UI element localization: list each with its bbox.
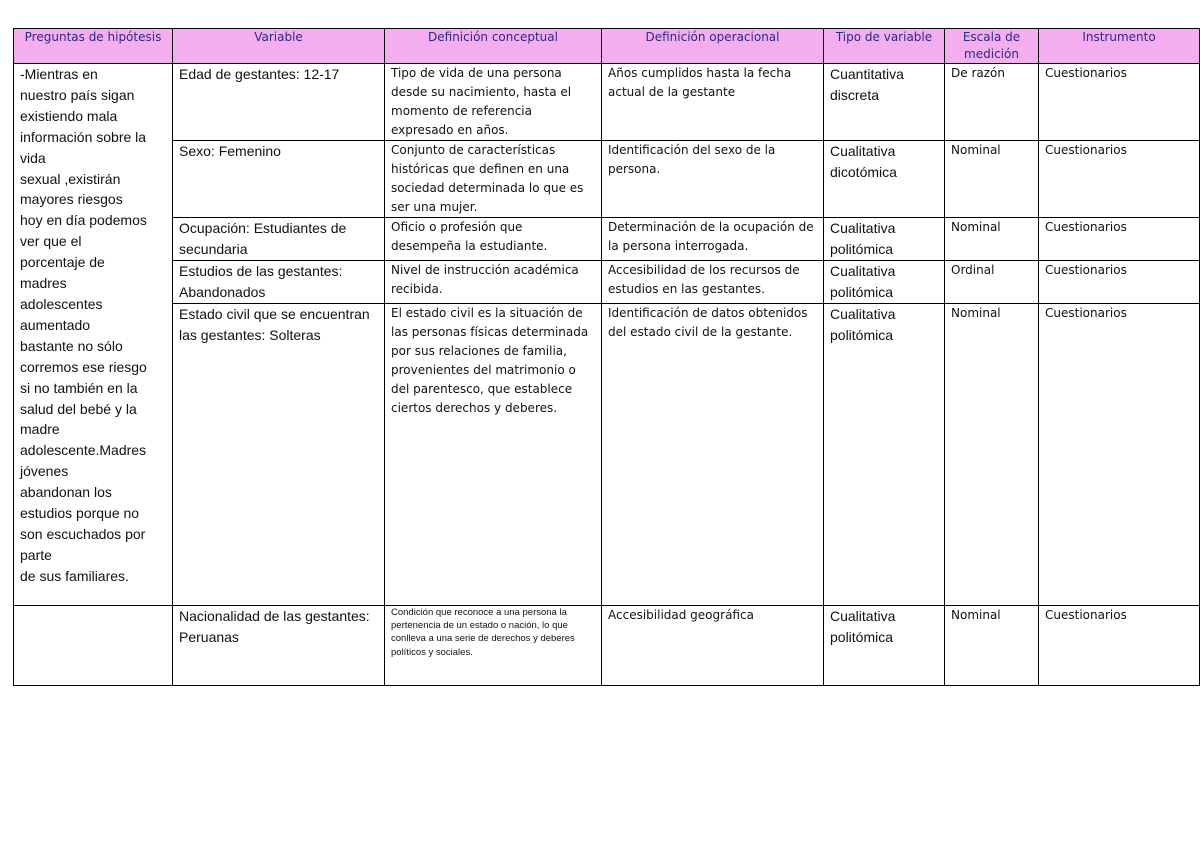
measurement-scale-cell: Nominal — [945, 218, 1039, 261]
header-variable: Variable — [173, 29, 385, 64]
variable-cell: Estudios de las gestantes: Abandonados — [173, 261, 385, 304]
header-row — [14, 29, 1200, 64]
hypothesis-line: jóvenes — [20, 463, 69, 480]
table-row — [14, 304, 1200, 606]
hypothesis-line: de sus familiares. — [20, 567, 129, 584]
variable-cell: Sexo: Femenino — [173, 141, 385, 218]
hypothesis-line: -Mientras en — [20, 66, 98, 82]
header-conceptual-definition: Definición conceptual — [385, 29, 602, 64]
variable-cell: Ocupación: Estudiantes de secundaria — [173, 218, 385, 261]
hypothesis-line: existiendo mala — [20, 107, 118, 124]
variable-type-cell: Cualitativa politómica — [824, 606, 945, 686]
hypothesis-line: porcentaje de — [20, 254, 105, 271]
hypothesis-line: salud del bebé y la — [20, 400, 137, 417]
hypothesis-line: nuestro país sigan — [20, 86, 135, 103]
operational-definition-cell: Determinación de la ocupación de la persona interrogada. — [602, 218, 824, 261]
hypothesis-line: madre — [20, 421, 60, 438]
variable-type-cell: Cualitativa politómica — [824, 218, 945, 261]
conceptual-definition-cell: Nivel de instrucción académica recibida. — [385, 261, 602, 304]
instrument-cell: Cuestionarios — [1039, 261, 1200, 304]
hypothesis-line: sexual ,existirán — [20, 170, 121, 187]
operational-definition-cell: Accesibilidad de los recursos de estudios en las gestantes. — [602, 261, 824, 304]
instrument-cell: Cuestionarios — [1039, 606, 1200, 686]
hypothesis-line: madres — [20, 275, 67, 292]
conceptual-definition-cell: El estado civil es la situación de las personas físicas determinada por sus relaciones de familia, provenientes del matrimonio o del parentesco, que establece ciertos derechos y deberes. — [385, 304, 602, 606]
measurement-scale-cell: Nominal — [945, 304, 1039, 606]
table-row — [14, 261, 1200, 304]
measurement-scale-cell: De razón — [945, 64, 1039, 141]
hypothesis-line: parte — [20, 546, 52, 563]
instrument-cell: Cuestionarios — [1039, 141, 1200, 218]
table-row — [14, 606, 1200, 686]
instrument-cell: Cuestionarios — [1039, 304, 1200, 606]
table-row — [14, 141, 1200, 218]
header-operational-definition: Definición operacional — [602, 29, 824, 64]
conceptual-definition-cell: Oficio o profesión que desempeña la estudiante. — [385, 218, 602, 261]
variable-cell: Edad de gestantes: 12-17 — [173, 64, 385, 141]
header-hypothesis: Preguntas de hipótesis — [14, 29, 173, 64]
operational-definition-cell: Accesibilidad geográfica — [602, 606, 824, 686]
hypothesis-line: aumentado — [20, 316, 91, 333]
hypothesis-line: abandonan los — [20, 484, 112, 501]
hypothesis-line: si no también en la — [20, 379, 138, 396]
hypothesis-line: bastante no sólo — [20, 337, 123, 354]
conceptual-definition-cell: Condición que reconoce a una persona la pertenencia de un estado o nación, lo que conlleva a una serie de derechos y deberes políticos y sociales. — [385, 606, 602, 686]
operational-definition-cell: Identificación del sexo de la persona. — [602, 141, 824, 218]
variable-type-cell: Cuantitativa discreta — [824, 64, 945, 141]
operationalization-table — [13, 28, 1200, 686]
measurement-scale-cell: Nominal — [945, 606, 1039, 686]
variable-type-cell: Cualitativa dicotómica — [824, 141, 945, 218]
hypothesis-line: vida — [20, 149, 46, 166]
instrument-cell: Cuestionarios — [1039, 218, 1200, 261]
operational-definition-cell: Identificación de datos obtenidos del estado civil de la gestante. — [602, 304, 824, 606]
hypothesis-line: corremos ese riesgo — [20, 358, 147, 375]
hypothesis-line: información sobre la — [20, 128, 147, 145]
header-measurement-scale: Escala de medición — [945, 29, 1039, 64]
operational-definition-cell: Años cumplidos hasta la fecha actual de la gestante — [602, 64, 824, 141]
measurement-scale-cell: Ordinal — [945, 261, 1039, 304]
table-row — [14, 218, 1200, 261]
header-variable-type: Tipo de variable — [824, 29, 945, 64]
variable-cell: Estado civil que se encuentran las gestantes: Solteras — [173, 304, 385, 606]
measurement-scale-cell: Nominal — [945, 141, 1039, 218]
hypothesis-line: ver que el — [20, 233, 82, 250]
instrument-cell: Cuestionarios — [1039, 64, 1200, 141]
variable-type-cell: Cualitativa politómica — [824, 304, 945, 606]
hypothesis-line: adolescente.Madres — [20, 442, 147, 459]
conceptual-definition-cell: Conjunto de características históricas que definen en una sociedad determinada lo que es ser una mujer. — [385, 141, 602, 218]
variable-cell: Nacionalidad de las gestantes: Peruanas — [173, 606, 385, 686]
hypothesis-line: son escuchados por — [20, 525, 146, 542]
hypothesis-cell-empty — [14, 606, 173, 686]
header-instrument: Instrumento — [1039, 29, 1200, 64]
variable-type-cell: Cualitativa politómica — [824, 261, 945, 304]
hypothesis-cell — [14, 64, 173, 606]
table-row — [14, 64, 1200, 141]
conceptual-definition-cell: Tipo de vida de una persona desde su nacimiento, hasta el momento de referencia expresado en años. — [385, 64, 602, 141]
hypothesis-line: hoy en día podemos — [20, 212, 147, 229]
hypothesis-line: estudios porque no — [20, 505, 140, 522]
hypothesis-line: mayores riesgos — [20, 191, 123, 208]
hypothesis-line: adolescentes — [20, 295, 103, 312]
